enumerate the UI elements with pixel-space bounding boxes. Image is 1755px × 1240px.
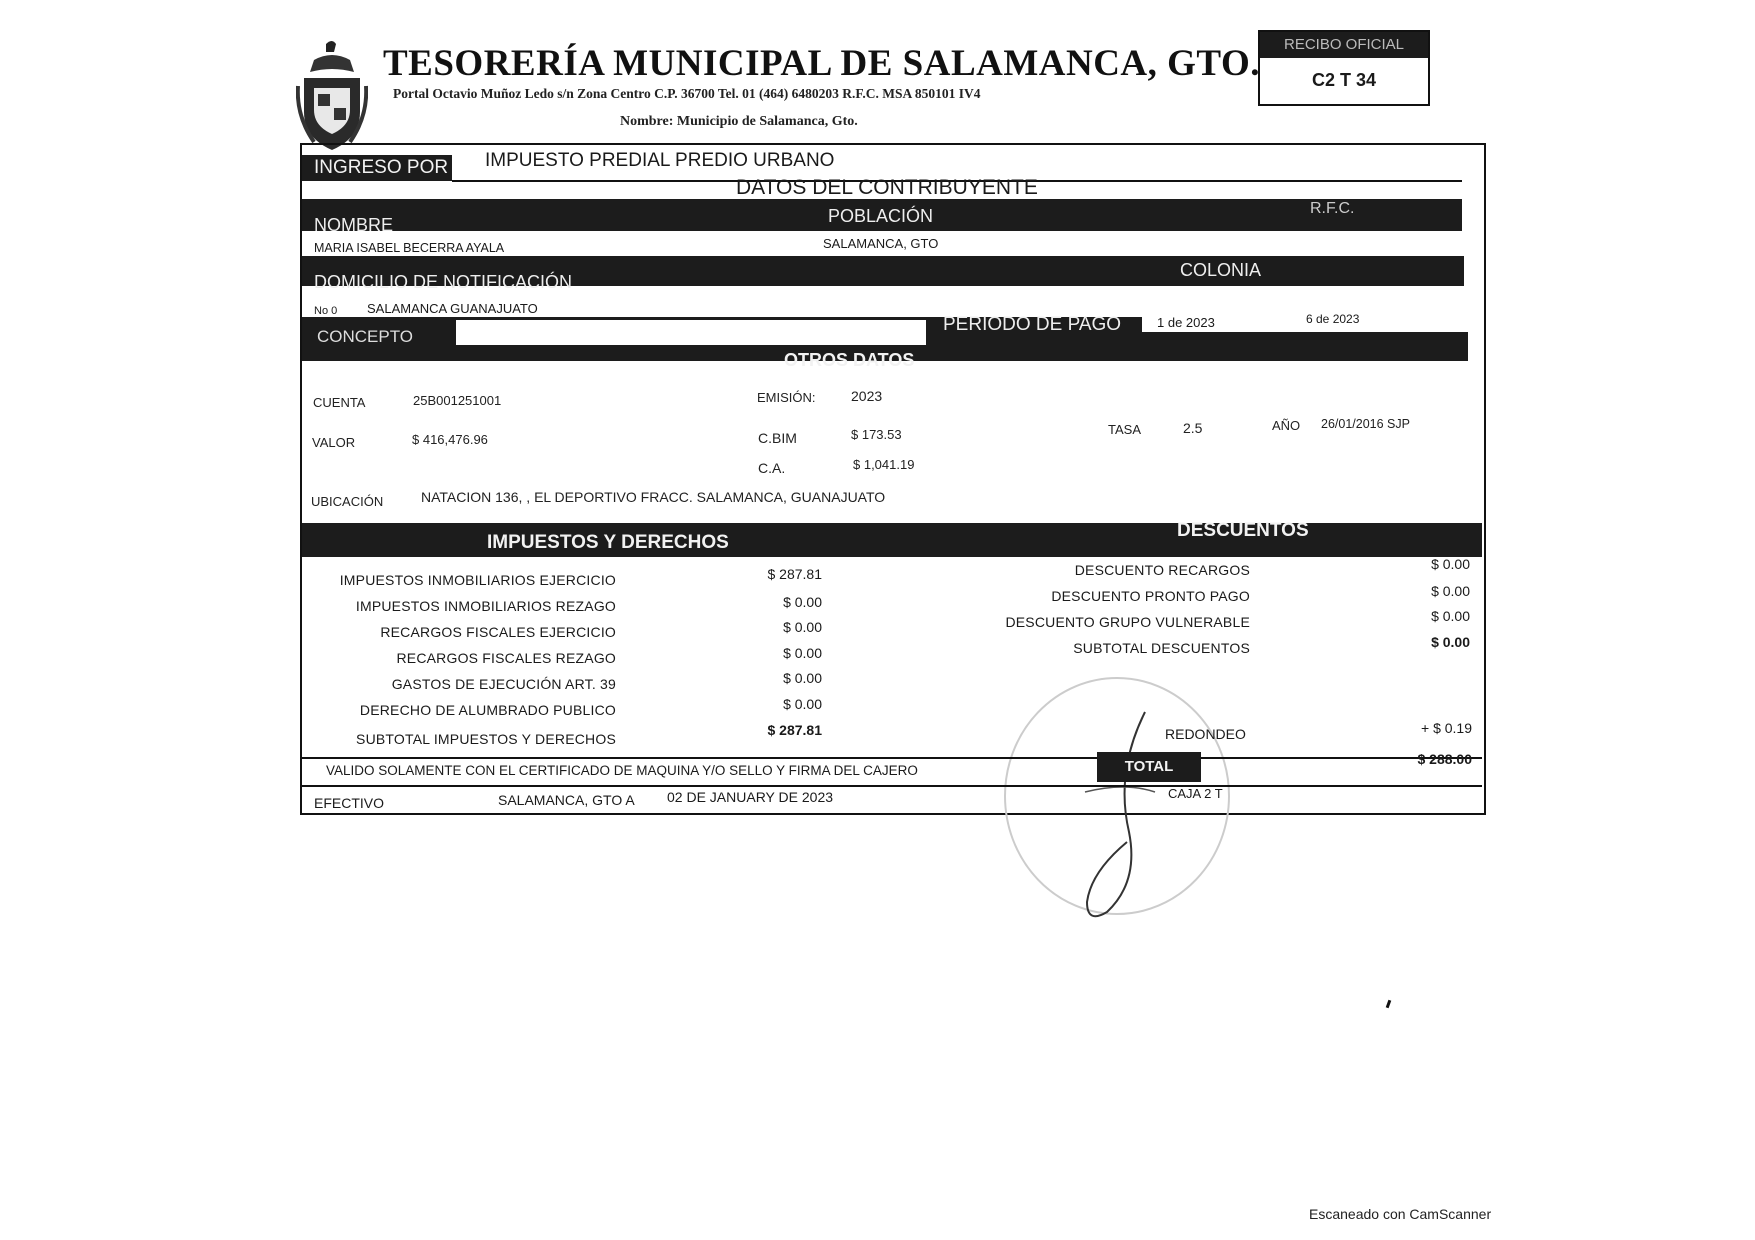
camscanner-watermark: Escaneado con CamScanner <box>1309 1206 1492 1222</box>
descuento-row-label: DESCUENTO RECARGOS <box>1074 562 1250 578</box>
impuesto-row-label: GASTOS DE EJECUCIÓN ART. 39 <box>391 676 616 692</box>
header-nombre: Nombre: Municipio de Salamanca, Gto. <box>620 114 858 129</box>
descuento-row-label: DESCUENTO PRONTO PAGO <box>1051 588 1250 604</box>
domicilio-no: No 0 <box>314 305 338 317</box>
cbim-value: $ 173.53 <box>851 427 902 442</box>
rfc-label: R.F.C. <box>1310 200 1355 217</box>
impuestos-title: IMPUESTOS Y DERECHOS <box>487 532 729 553</box>
emision-label: EMISIÓN: <box>757 390 816 405</box>
impuesto-row-value: $ 0.00 <box>783 594 822 610</box>
header-address: Portal Octavio Muñoz Ledo s/n Zona Centro C.P. 36700 Tel. 01 (464) 6480203 R.F.C. MSA 850101 IV4 <box>393 86 981 101</box>
concepto-label: CONCEPTO <box>317 327 414 346</box>
colonia-label: COLONIA <box>1180 260 1262 280</box>
descuento-row-value: $ 0.00 <box>1431 634 1470 650</box>
descuentos-title: DESCUENTOS <box>1177 520 1309 541</box>
nombre-label: NOMBRE <box>314 215 394 235</box>
cuenta-value: 25B001251001 <box>413 393 502 408</box>
otros-title: OTROS DATOS <box>784 350 915 370</box>
ca-label: C.A. <box>758 460 786 476</box>
periodo-fin: 6 de 2023 <box>1306 312 1360 326</box>
page-title: TESORERÍA MUNICIPAL DE SALAMANCA, GTO. <box>383 43 1260 84</box>
descuento-row-label: DESCUENTO GRUPO VULNERABLE <box>1005 614 1250 630</box>
descuento-row-value: $ 0.00 <box>1431 556 1470 572</box>
efectivo-label: EFECTIVO <box>314 795 385 811</box>
valor-label: VALOR <box>312 435 356 450</box>
ubicacion-label: UBICACIÓN <box>311 494 384 509</box>
redondeo-label: REDONDEO <box>1165 726 1246 742</box>
descuento-row-value: $ 0.00 <box>1431 608 1470 624</box>
cuenta-label: CUENTA <box>313 395 366 410</box>
total-value: $ 288.00 <box>1417 751 1472 767</box>
valido-text: VALIDO SOLAMENTE CON EL CERTIFICADO DE MAQUINA Y/O SELLO Y FIRMA DEL CAJERO <box>326 763 918 778</box>
ingreso-value: IMPUESTO PREDIAL PREDIO URBANO <box>485 150 835 171</box>
ano-value: 26/01/2016 SJP <box>1321 417 1410 431</box>
tasa-value: 2.5 <box>1183 420 1203 436</box>
contribuyente-title: DATOS DEL CONTRIBUYENTE <box>736 176 1038 199</box>
periodo-label: PERIODO DE PAGO <box>943 314 1122 335</box>
domicilio-value: SALAMANCA GUANAJUATO <box>367 301 538 316</box>
valor-value: $ 416,476.96 <box>412 432 488 447</box>
descuento-row-value: $ 0.00 <box>1431 583 1470 599</box>
redondeo-value: + $ 0.19 <box>1421 720 1472 736</box>
descuento-row-label: SUBTOTAL DESCUENTOS <box>1073 640 1250 656</box>
impuesto-row-value: $ 0.00 <box>783 645 822 661</box>
concepto-field <box>456 320 926 345</box>
impuesto-row-label: SUBTOTAL IMPUESTOS Y DERECHOS <box>356 731 616 747</box>
ubicacion-value: NATACION 136, , EL DEPORTIVO FRACC. SALAMANCA, GUANAJUATO <box>421 489 886 505</box>
recibo-number: C2 T 34 <box>1311 70 1377 90</box>
domicilio-label: DOMICILIO DE NOTIFICACIÓN <box>314 272 573 292</box>
lugar-text: SALAMANCA, GTO A <box>498 792 635 808</box>
emision-value: 2023 <box>851 388 883 404</box>
total-label: TOTAL <box>1097 752 1201 782</box>
impuesto-row-value: $ 0.00 <box>783 619 822 635</box>
contribuyente-nombre: MARIA ISABEL BECERRA AYALA <box>314 241 505 255</box>
impuesto-row-label: RECARGOS FISCALES REZAGO <box>396 650 616 666</box>
impuesto-row-label: IMPUESTOS INMOBILIARIOS EJERCICIO <box>339 572 616 588</box>
impuesto-row-label: RECARGOS FISCALES EJERCICIO <box>380 624 616 640</box>
contribuyente-poblacion: SALAMANCA, GTO <box>823 236 939 251</box>
caja-text: CAJA 2 T <box>1168 786 1223 801</box>
ingreso-label: INGRESO POR <box>302 155 452 181</box>
ink-dot <box>1386 1000 1392 1009</box>
footer-divider-2 <box>302 785 1482 787</box>
impuesto-row-label: IMPUESTOS INMOBILIARIOS REZAGO <box>355 598 616 614</box>
ano-label: AÑO <box>1272 418 1301 433</box>
recibo-label: RECIBO OFICIAL <box>1260 32 1428 58</box>
coat-of-arms-icon <box>296 38 368 156</box>
fecha-text: 02 DE JANUARY DE 2023 <box>667 789 834 805</box>
impuesto-row-value: $ 287.81 <box>767 566 822 582</box>
cbim-label: C.BIM <box>758 430 797 446</box>
impuesto-row-value: $ 0.00 <box>783 670 822 686</box>
poblacion-label: POBLACIÓN <box>828 206 934 226</box>
impuesto-row-value: $ 0.00 <box>783 696 822 712</box>
tasa-label: TASA <box>1108 422 1141 437</box>
impuesto-row-value: $ 287.81 <box>767 722 822 738</box>
footer-divider-1 <box>302 757 1482 759</box>
periodo-inicio: 1 de 2023 <box>1157 315 1215 330</box>
impuesto-row-label: DERECHO DE ALUMBRADO PUBLICO <box>359 702 616 718</box>
ca-value: $ 1,041.19 <box>853 457 915 472</box>
